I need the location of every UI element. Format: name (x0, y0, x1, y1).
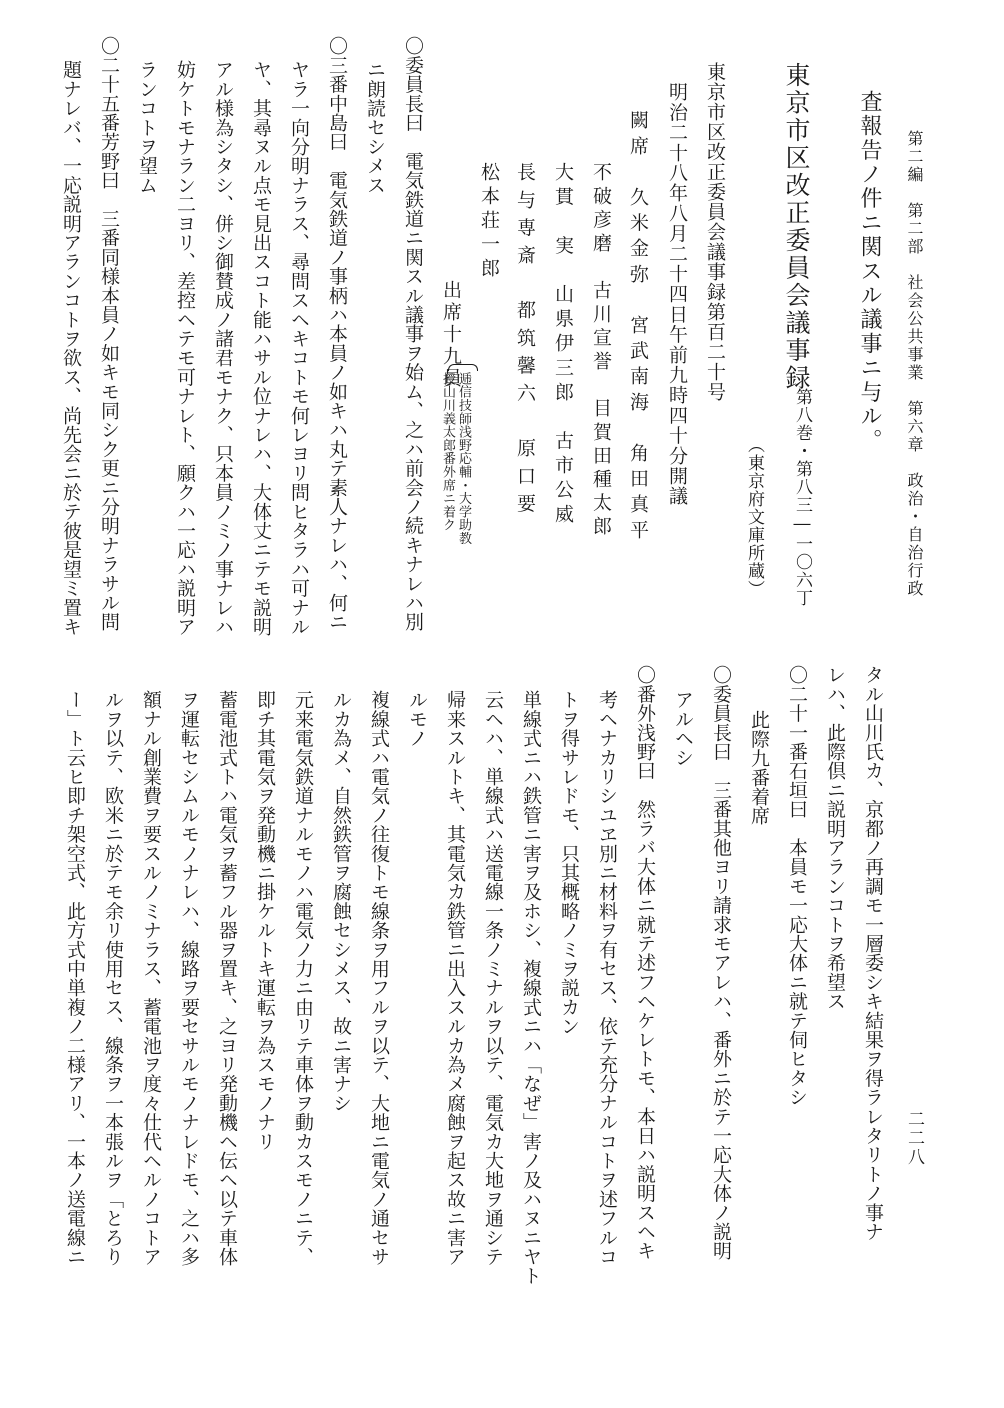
record-number: 東京市区改正委員会議事録第百二十号 (704, 62, 726, 402)
absent-row: 不破彦磨 古川宣誉 目賀田種太郎 (590, 162, 612, 540)
body-line: ー」ト云ヒ即チ架空式、此方式中単複ノ二様アリ、一本ノ送電線ニ (64, 690, 86, 1266)
continued-heading: 査報告ノ件ニ関スル議事ニ与ル。 (857, 90, 882, 453)
body-line: 考ヘナカリシユヱ別ニ材料ヲ有セス、依テ充分ナルコトヲ述フルコ (596, 690, 618, 1266)
body-line: 複線式ハ電気ノ往復トモ線条ヲ用フルヲ以テ、大地ニ電気ノ通セサ (368, 690, 390, 1266)
body-line: 此際九番着席 (748, 710, 770, 826)
running-header: 第二編 第二部 社会公共事業 第六章 政治・自治行政 (905, 130, 924, 598)
body-line: ランコトヲ望ム (136, 60, 158, 195)
source-archive: （東京府文庫所蔵） (744, 436, 764, 598)
body-line: 元来電気鉄道ナルモノハ電気ノ力ニ由リテ車体ヲ動カスモノニテ、 (292, 690, 314, 1266)
body-line: ヤラ一向分明ナラス、尋問スヘキコトモ何レヨリ問ヒタラハ可ナル (288, 60, 310, 636)
body-line: ルカ為メ、自然鉄管ヲ腐蝕セシメス、故ニ害ナシ (330, 690, 352, 1113)
absent-row: 長与専斎 都筑馨六 原口要 (514, 162, 536, 521)
body-line: 即チ其電気ヲ発動機ニ掛ケルトキ運転ヲ為スモノナリ (254, 690, 276, 1151)
body-line: 妨ケトモナラン二ヨリ、差控ヘテモ可ナレト、願クハ一応ハ説明ア (174, 60, 196, 636)
absent-row: 松本荘一郎 (478, 162, 500, 282)
attendance-note-line: 授山川義太郎番外席ニ着ク (440, 372, 455, 532)
body-line: 単線式ニハ鉄管ニ害ヲ及ホシ、複線式ニハ「なぜ」害ノ及ハヌニヤト (520, 690, 542, 1286)
body-line: 〇委員長曰 三番其他ヨリ請求モアレハ、番外ニ於テ一応大体ノ説明 (710, 665, 732, 1261)
body-line: 〇三番中島曰 電気鉄道ノ事柄ハ本員ノ如キハ丸テ素人ナレハ、何ニ (326, 36, 348, 632)
body-line: 〇番外浅野曰 然ラバ大体ニ就テ述フヘケレトモ、本日ハ説明スヘキ (634, 665, 656, 1261)
body-line: 〇二十五番芳野曰 三番同様本員ノ如キモ同シク更ニ分明ナラサル問 (98, 36, 120, 632)
body-line: レハ、此際倶ニ説明アランコトヲ希望ス (824, 665, 846, 1011)
attendance-note-bracket-top (448, 364, 478, 371)
body-line: 額ナル創業費ヲ要スルノミナラス、蓄電池ヲ度々仕代ヘルノコトア (140, 690, 162, 1266)
body-line: 帰来スルトキ、其電気カ鉄管ニ出入スルカ為メ腐蝕ヲ起ス故ニ害ア (444, 690, 466, 1266)
attendance-note (440, 372, 476, 545)
body-line: 〇委員長曰 電気鉄道ニ関スル議事ヲ始ム、之ハ前会ノ続キナレハ別 (402, 36, 424, 632)
body-line: ヲ運転セシムルモノナレハ、線路ヲ要セサルモノナレドモ、之ハ多 (178, 690, 200, 1266)
document-title: 東京市区改正委員会議事録 (782, 62, 811, 392)
body-line: ルモノ (406, 690, 428, 748)
body-line: 題ナレバ、一応説明アランコトヲ欲ス、尚先会ニ於テ彼是望ミ置キ (60, 60, 82, 636)
body-line: トヲ得サレドモ、只其概略ノミヲ説カン (558, 690, 580, 1036)
body-line: 〇二十一番石垣曰 本員モ一応大体ニ就テ伺ヒタシ (786, 665, 808, 1107)
absent-row: 大貫 実 山県伊三郎 古市公威 (552, 162, 574, 528)
body-line: アルヘシ (672, 690, 694, 767)
attendance-note-line: 逓信技師浅野応輔・大学助教 (456, 372, 471, 545)
body-line: アル様為シタシ、併シ御賛成ノ諸君モナク、只本員ノミノ事ナレハ (212, 60, 234, 636)
attendance-count: 出席十九員 (440, 280, 462, 390)
body-line: 蓄電池式トハ電気ヲ蓄フル器ヲ置キ、之ヨリ発動機ヘ伝ヘ以テ車体 (216, 690, 238, 1266)
body-line: タル山川氏カ、京都ノ再調モ一層委シキ結果ヲ得ラレタリトノ事ナ (862, 665, 884, 1241)
page-number: 二二八 (904, 1110, 924, 1167)
body-line: ヤ、其尋ヌル点モ見出スコト能ハサル位ナレハ、大体丈ニテモ説明 (250, 60, 272, 636)
meeting-date: 明治二十八年八月二十四日午前九時四十分開議 (666, 82, 688, 507)
source-volume: 第八巻・第八三―一〇六丁 (792, 388, 812, 607)
body-line: 云ヘハ、単線式ハ送電線一条ノミナルヲ以テ、電気カ大地ヲ通シテ (482, 690, 504, 1266)
body-line: ルヲ以テ、欧米ニ於テモ余リ使用セス、線条ヲ一本張ルヲ「とろり (102, 690, 124, 1266)
body-line: ニ朗読セシメス (364, 60, 386, 195)
absent-row: 闕席 久米金弥 宮武南海 角田真平 (627, 110, 649, 546)
